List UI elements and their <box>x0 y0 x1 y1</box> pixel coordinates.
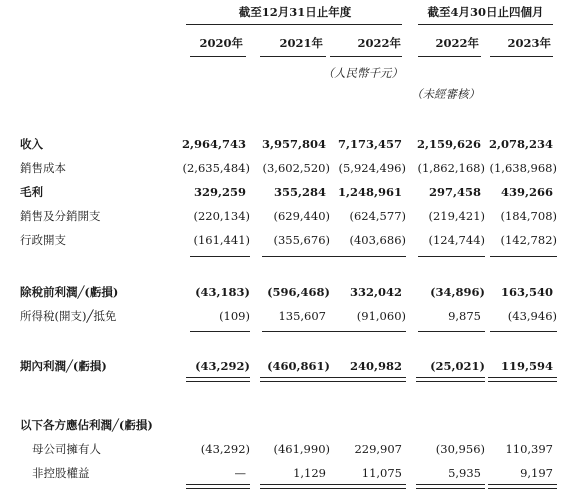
row-label-non-controlling: 非控股權益 <box>32 466 90 480</box>
cell-value: (43,292) <box>195 359 250 373</box>
cell-value: (1,638,968) <box>489 161 557 175</box>
cell-value: (161,441) <box>193 233 250 247</box>
cell-value: (34,896) <box>430 285 485 299</box>
subtotal-rule <box>190 331 250 332</box>
header-group1-rule <box>186 24 402 25</box>
cell-value: 119,594 <box>500 359 553 373</box>
header-group-year-ended: 截至12月31日止年度 <box>238 5 352 19</box>
total-double-rule <box>260 377 330 382</box>
cell-value: (43,183) <box>195 285 250 299</box>
year-rule-5 <box>490 56 553 57</box>
cell-value: (5,924,496) <box>338 161 406 175</box>
header-group-four-months: 截至4月30日止四個月 <box>427 5 544 19</box>
cell-value: (25,021) <box>430 359 485 373</box>
row-label-income-tax: 所得稅(開支)╱抵免 <box>20 309 117 323</box>
cell-value: (1,862,168) <box>417 161 485 175</box>
cell-value: 240,982 <box>349 359 402 373</box>
subtotal-rule <box>330 256 406 257</box>
subtotal-rule <box>490 256 557 257</box>
cell-value: 329,259 <box>193 185 246 199</box>
row-label-admin-expenses: 行政開支 <box>20 233 66 247</box>
cell-value: (91,060) <box>356 309 406 323</box>
cell-value: (219,421) <box>428 209 485 223</box>
cell-value: (43,292) <box>200 442 250 456</box>
year-rule-4 <box>418 56 481 57</box>
cell-value: 439,266 <box>500 185 553 199</box>
year-header-2020: 2020年 <box>199 36 243 50</box>
cell-value: (43,946) <box>507 309 557 323</box>
subtotal-rule <box>490 331 557 332</box>
cell-value: — <box>234 466 246 480</box>
year-header-2022b: 2022年 <box>435 36 479 50</box>
subtotal-rule <box>330 331 406 332</box>
cell-value: (142,782) <box>500 233 557 247</box>
cell-value: 11,075 <box>361 466 402 480</box>
year-header-2023: 2023年 <box>507 36 551 50</box>
cell-value: 2,159,626 <box>416 137 481 151</box>
cell-value: (403,686) <box>349 233 406 247</box>
cell-value: 9,875 <box>448 309 481 323</box>
row-label-owners-of-parent: 母公司擁有人 <box>32 442 101 456</box>
cell-value: (184,708) <box>500 209 557 223</box>
cell-value: (624,577) <box>349 209 406 223</box>
subtotal-rule <box>418 256 485 257</box>
cell-value: 1,129 <box>293 466 326 480</box>
cell-value: (460,861) <box>267 359 330 373</box>
total-double-rule <box>416 377 485 382</box>
total-double-rule <box>330 377 406 382</box>
row-label-attributable-to: 以下各方應佔利潤╱(虧損) <box>20 418 153 432</box>
cell-value: (109) <box>219 309 250 323</box>
row-label-selling-expenses: 銷售及分銷開支 <box>20 209 101 223</box>
cell-value: (124,744) <box>428 233 485 247</box>
cell-value: 332,042 <box>349 285 402 299</box>
unit-note: （人民幣千元） <box>322 66 403 80</box>
row-label-gross-profit: 毛利 <box>20 185 43 199</box>
cell-value: (30,956) <box>435 442 485 456</box>
cell-value: 110,397 <box>505 442 553 456</box>
cell-value: 9,197 <box>520 466 553 480</box>
year-rule-1 <box>190 56 246 57</box>
year-rule-2 <box>260 56 326 57</box>
total-double-rule <box>416 484 485 489</box>
row-label-profit-for-period: 期內利潤╱(虧損) <box>20 359 107 373</box>
cell-value: (596,468) <box>267 285 330 299</box>
year-header-2021: 2021年 <box>279 36 323 50</box>
cell-value: 229,907 <box>354 442 402 456</box>
cell-value: (220,134) <box>193 209 250 223</box>
cell-value: 2,078,234 <box>488 137 553 151</box>
cell-value: (3,602,520) <box>262 161 330 175</box>
cell-value: 3,957,804 <box>261 137 326 151</box>
cell-value: 135,607 <box>278 309 326 323</box>
total-double-rule <box>330 484 406 489</box>
year-header-2022a: 2022年 <box>357 36 401 50</box>
cell-value: (355,676) <box>273 233 330 247</box>
cell-value: 297,458 <box>428 185 481 199</box>
total-double-rule <box>186 377 250 382</box>
cell-value: 5,935 <box>448 466 481 480</box>
cell-value: 355,284 <box>273 185 326 199</box>
total-double-rule <box>488 377 557 382</box>
row-label-revenue: 收入 <box>20 137 43 151</box>
year-rule-3 <box>330 56 402 57</box>
cell-value: (461,990) <box>273 442 330 456</box>
row-label-cost-of-sales: 銷售成本 <box>20 161 66 175</box>
cell-value: 1,248,961 <box>337 185 402 199</box>
cell-value: 7,173,457 <box>337 137 402 151</box>
cell-value: (2,635,484) <box>182 161 250 175</box>
total-double-rule <box>260 484 330 489</box>
subtotal-rule <box>262 256 330 257</box>
cell-value: 2,964,743 <box>181 137 246 151</box>
unaudited-note: （未經審核） <box>411 87 480 101</box>
header-group2-rule <box>418 24 553 25</box>
cell-value: 163,540 <box>500 285 553 299</box>
subtotal-rule <box>190 256 250 257</box>
cell-value: (629,440) <box>273 209 330 223</box>
subtotal-rule <box>418 331 485 332</box>
subtotal-rule <box>262 331 330 332</box>
total-double-rule <box>186 484 250 489</box>
total-double-rule <box>488 484 557 489</box>
row-label-profit-before-tax: 除稅前利潤╱(虧損) <box>20 285 119 299</box>
